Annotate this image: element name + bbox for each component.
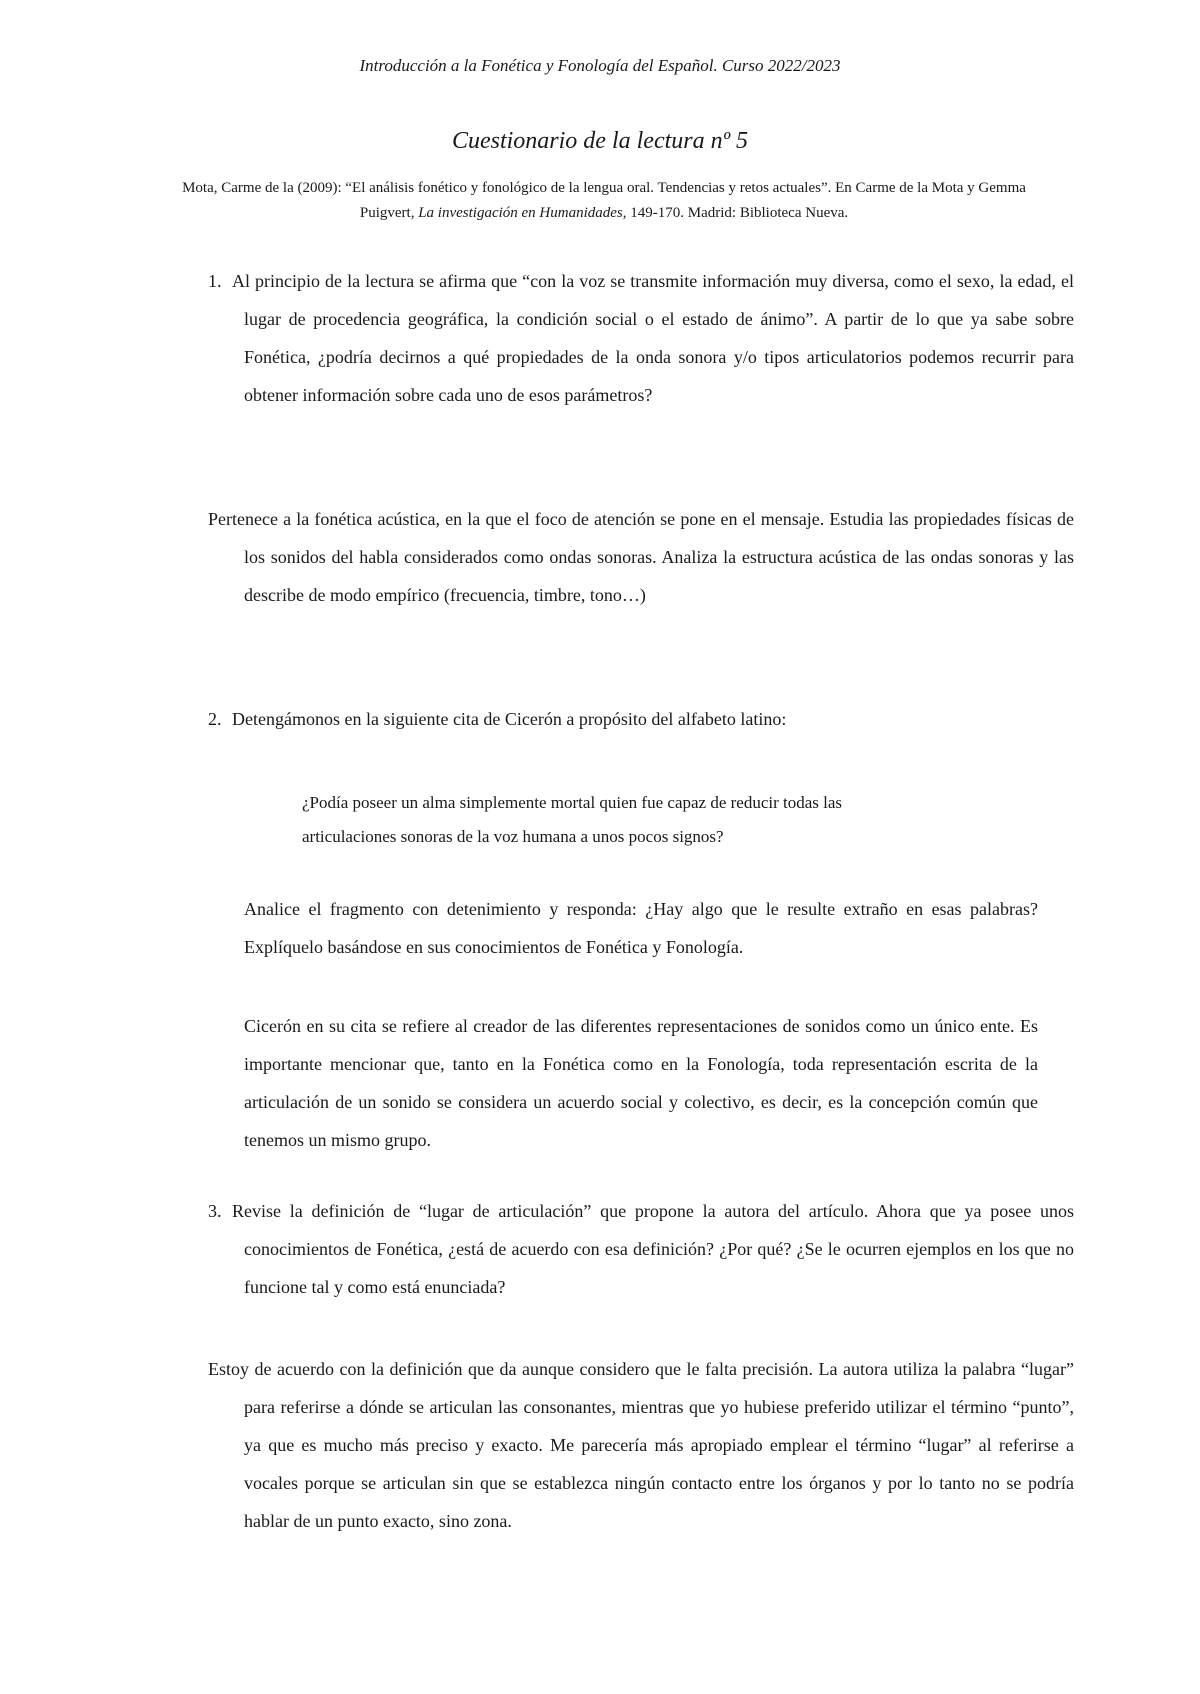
- answer-1: Pertenece a la fonética acústica, en la que el foco de atención se pone en el mensaje. Estudia las propiedades físicas de los sonidos del habla considerados como ondas sonoras. Analiza la estructura acústica de las ondas sonoras y las describe de modo empírico (frecuencia, timbre, tono…): [208, 509, 1074, 605]
- citation-text-end: , 149-170. Madrid: Biblioteca Nueva.: [622, 205, 849, 221]
- question-number: 3.: [208, 1201, 222, 1221]
- citation-text: Mota, Carme de la (2009): “El análisis fonético y fonológico de la lengua oral. Tendencias y retos actuales”. En Carme de la Mota y Gemma Puigvert,: [182, 180, 1026, 221]
- answer-2: Cicerón en su cita se refiere al creador de las diferentes representaciones de sonidos como un único ente. Es importante mencionar que, tanto en la Fonética como en la Fonología, toda representación escrita de la articulación de un sonido se considera un acuerdo social y colectivo, es decir, es la concepción común que tenemos un mismo grupo.: [244, 1016, 1038, 1150]
- question-number: 2.: [208, 709, 222, 729]
- cicero-quote: [302, 786, 942, 854]
- question-1: [208, 262, 1074, 414]
- course-header: Introducción a la Fonética y Fonología del Español. Curso 2022/2023: [359, 56, 841, 75]
- question-2: [208, 700, 1074, 738]
- question-text: Detengámonos en la siguiente cita de Cicerón a propósito del alfabeto latino:: [232, 709, 787, 729]
- page-title: Cuestionario de la lectura nº 5: [451, 128, 749, 154]
- question-text: Al principio de la lectura se afirma que “con la voz se transmite información muy diversa, como el sexo, la edad, el lugar de procedencia geográfica, la condición social o el estado de ánimo”. A partir de lo que ya sabe sobre Fonética, ¿podría decirnos a qué propiedades de la onda sonora y/o tipos articulatorios podemos recurrir para obtener información sobre cada uno de esos parámetros?: [232, 271, 1074, 405]
- answer-3: Estoy de acuerdo con la definición que da aunque considero que le falta precisión. La autora utiliza la palabra “lugar” para referirse a dónde se articulan las consonantes, mientras que yo hubiese preferido utilizar el término “punto”, ya que es mucho más preciso y exacto. Me parecería más apropiado emplear el término “lugar” al referirse a vocales porque se articulan sin que se establezca ningún contacto entre los órganos y por lo tanto no se podría hablar de un punto exacto, sino zona.: [208, 1359, 1074, 1531]
- quote-line: articulaciones sonoras de la voz humana a unos pocos signos?: [302, 827, 724, 846]
- citation-book-title: La investigación en Humanidades: [418, 205, 623, 221]
- question-3: [208, 1192, 1074, 1306]
- question-text: Revise la definición de “lugar de articulación” que propone la autora del artículo. Ahora que ya posee unos conocimientos de Fonética, ¿está de acuerdo con esa definición? ¿Por qué? ¿Se le ocurren ejemplos en los que no funcione tal y como está enunciada?: [232, 1201, 1074, 1297]
- question-number: 1.: [208, 271, 222, 291]
- reference-citation: [178, 176, 1030, 226]
- question-2-followup: Analice el fragmento con detenimiento y responda: ¿Hay algo que le resulte extraño en esas palabras? Explíquelo basándose en sus conocimientos de Fonética y Fonología.: [244, 899, 1038, 957]
- quote-line: ¿Podía poseer un alma simplemente mortal quien fue capaz de reducir todas las: [302, 793, 843, 812]
